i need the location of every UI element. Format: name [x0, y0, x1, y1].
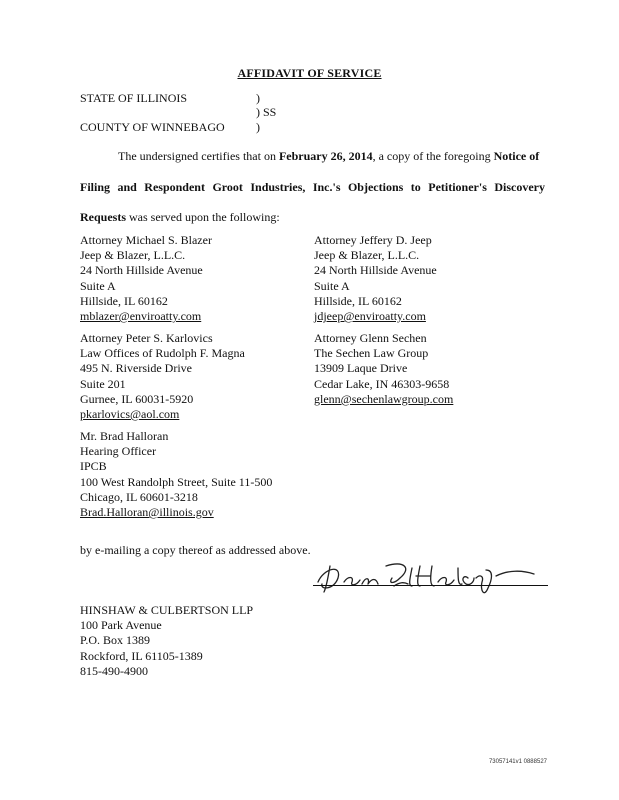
recipient-name: Attorney Peter S. Karlovics: [80, 331, 213, 345]
venue-state: STATE OF ILLINOIS: [80, 91, 188, 105]
document-title: AFFIDAVIT OF SERVICE: [237, 66, 382, 80]
recipient-email: glenn@sechenlawgroup.com: [314, 391, 454, 406]
venue-ss: ) SS: [256, 105, 277, 119]
recipient-email: pkarlovics@aol.com: [80, 407, 180, 422]
recipient-block: Attorney Peter S. Karlovics Law Offices of Rudolph F. Magna 495 N. Riverside Drive Suite 201 Gurnee, IL 60031-5920 pkarlovics@aol.com: [80, 331, 245, 422]
recipient-email: Brad.Halloran@illinois.gov: [80, 505, 214, 520]
recipient-block: Attorney Jeffery D. Jeep Jeep & Blazer, L.L.C. 24 North Hillside Avenue Suite A Hillside, IL 60162 jdjeep@enviroatty.com: [314, 233, 437, 324]
recipient-email: jdjeep@enviroatty.com: [314, 309, 426, 324]
venue-county-mark: ): [256, 120, 260, 134]
certification-line-2: Filing and Respondent Groot Industries, Inc.'s Objections to Petitioner's Discovery: [80, 180, 545, 194]
recipient-block: Attorney Michael S. Blazer Jeep & Blazer, L.L.C. 24 North Hillside Avenue Suite A Hillside, IL 60162 mblazer@enviroatty.com: [80, 233, 212, 324]
venue-state-mark: ): [256, 91, 260, 105]
recipient-name: Attorney Jeffery D. Jeep: [314, 233, 432, 247]
recipient-name: Attorney Glenn Sechen: [314, 331, 427, 345]
firm-phone: 815-490-4900: [80, 663, 148, 678]
firm-name: HINSHAW & CULBERTSON LLP: [80, 603, 254, 617]
recipient-block: Mr. Brad Halloran Hearing Officer IPCB 100 West Randolph Street, Suite 11-500 Chicago, IL 60601-3218 Brad.Halloran@illinois.gov: [80, 429, 273, 520]
document-id: 73057141v1 0888527: [488, 759, 547, 765]
recipient-block: Attorney Glenn Sechen The Sechen Law Group 13909 Laque Drive Cedar Lake, IN 46303-9658 glenn@sechenlawgroup.com: [314, 331, 454, 406]
certification-line-3: Requests was served upon the following:: [80, 210, 280, 224]
service-date: February 26, 2014: [278, 149, 373, 163]
venue-county: COUNTY OF WINNEBAGO: [80, 120, 225, 134]
recipient-name: Attorney Michael S. Blazer: [80, 233, 212, 247]
firm-block: HINSHAW & CULBERTSON LLP 100 Park Avenue P.O. Box 1389 Rockford, IL 61105-1389 815-490-4900: [80, 603, 254, 678]
signature-image: [308, 548, 553, 606]
certification-line-1: The undersigned certifies that on February 26, 2014, a copy of the foregoing Notice of: [118, 149, 540, 163]
recipient-email: mblazer@enviroatty.com: [80, 309, 202, 324]
signature-line: [313, 585, 548, 586]
recipient-name: Mr. Brad Halloran: [80, 429, 169, 443]
service-method: by e-mailing a copy thereof as addressed above.: [80, 543, 311, 557]
